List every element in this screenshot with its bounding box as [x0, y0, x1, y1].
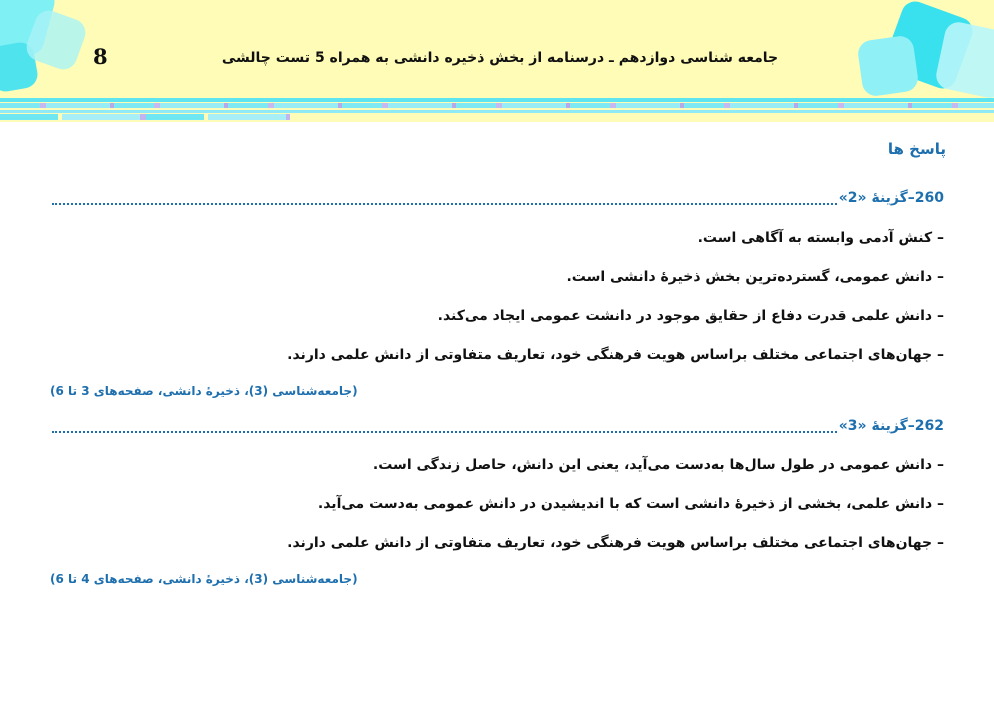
answer-line: – دانش عمومی در طول سال‌ها به‌دست می‌آید، یعنی این دانش، حاصل زندگی است.: [372, 457, 944, 473]
answer-heading: [52, 190, 944, 212]
answer-source: (جامعه‌شناسی (3)، ذخیرۀ دانشی، صفحه‌های 4 تا 6): [50, 572, 358, 586]
answer-source: (جامعه‌شناسی (3)، ذخیرۀ دانشی، صفحه‌های 3 تا 6): [50, 384, 358, 398]
dotted-leader: [52, 203, 944, 205]
answer-line: – جهان‌های اجتماعی مختلف براساس هویت فرهنگی خود، تعاریف متفاوتی از دانش علمی دارند.: [287, 347, 944, 363]
answer-label: 260–گزینۀ «2»: [838, 190, 944, 206]
answer-line: – دانش عمومی، گسترده‌ترین بخش ذخیرۀ دانشی است.: [566, 269, 944, 285]
answer-line: – دانش علمی، بخشی از ذخیرۀ دانشی است که با اندیشیدن در دانش عمومی به‌دست می‌آید.: [317, 496, 944, 512]
decor-square: [856, 34, 919, 97]
answer-line: – دانش علمی قدرت دفاع از حقایق موجود در دانشت عمومی ایجاد می‌کند.: [437, 308, 944, 324]
answer-line: – کنش آدمی وابسته به آگاهی است.: [697, 230, 944, 246]
header-stripe: [0, 103, 994, 108]
header-stripe: [0, 98, 994, 102]
header-stripe: [0, 110, 994, 113]
section-title: پاسخ ها: [887, 140, 946, 158]
answer-heading: [52, 418, 944, 440]
header-stripe: [0, 114, 290, 120]
answer-label: 262–گزینۀ «3»: [838, 418, 944, 434]
page-number: 8: [93, 44, 108, 69]
page-header: [0, 0, 994, 122]
header-title: جامعه شناسی دوازدهم ـ درسنامه از بخش ذخیره دانشی به همراه 5 تست چالشی: [221, 50, 779, 66]
answer-line: – جهان‌های اجتماعی مختلف براساس هویت فرهنگی خود، تعاریف متفاوتی از دانش علمی دارند.: [287, 535, 944, 551]
dotted-leader: [52, 431, 944, 433]
